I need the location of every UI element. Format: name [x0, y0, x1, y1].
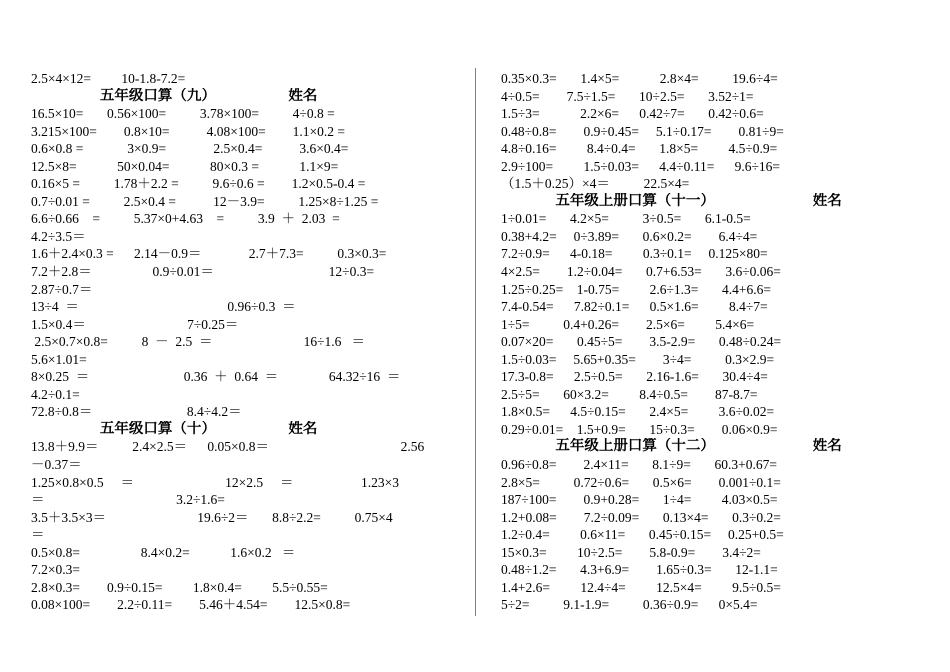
problem-line: －0.37＝ — [31, 457, 82, 473]
problem-line: 2.8×0.3= 0.9÷0.15= 1.8×0.4= 5.5÷0.55= — [31, 579, 328, 595]
problem-line: 0.5×0.8= 8.4×0.2= 1.6×0.2 ＝ — [31, 544, 296, 560]
problem-line: 1÷0.01= 4.2×5= 3÷0.5= 6.1-0.5= — [501, 211, 751, 227]
problem-line: 0.48÷0.8= 0.9÷0.45= 5.1÷0.17= 0.81÷9= — [501, 123, 784, 139]
problem-line: 0.35×0.3= 1.4×5= 2.8×4= 19.6÷4= — [501, 71, 778, 86]
problem-line: 12.5×8= 50×0.04= 80×0.3 = 1.1×9= — [31, 158, 339, 174]
problem-line: 7.4-0.54= 7.82÷0.1= 0.5×1.6= 8.4÷7= — [501, 299, 768, 315]
problem-line: 0.38+4.2= 0÷3.89= 0.6×0.2= 6.4÷4= — [501, 228, 758, 244]
problem-line: 5.6×1.01= — [31, 351, 87, 367]
section-heading: 五年级上册口算（十一） 姓名 — [501, 192, 842, 209]
problem-line: 4.2÷0.1= — [31, 386, 80, 402]
problem-line: 2.9÷100= 1.5÷0.03= 4.4÷0.11= 9.6÷16= — [501, 158, 780, 174]
problem-line: 1÷5= 0.4+0.26= 2.5×6= 5.4×6= — [501, 316, 755, 332]
problem-line: 7.2＋2.8＝ 0.9÷0.01＝ 12÷0.3= — [31, 264, 375, 280]
problem-line: 6.6÷0.66 = 5.37×0+4.63 = 3.9 ＋ 2.03 = — [31, 211, 340, 227]
problem-line: ＝ 3.2÷1.6= — [31, 492, 225, 508]
problem-line: 0.16×5 = 1.78＋2.2 = 9.6÷0.6 = 1.2×0.5-0.4 = — [31, 176, 366, 192]
problem-line: 17.3-0.8= 2.5÷0.5= 2.16-1.6= 30.4÷4= — [501, 369, 768, 385]
problem-line: 15×0.3= 10÷2.5= 5.8-0.9= 3.4÷2= — [501, 544, 761, 560]
problem-line: 2.87÷0.7＝ — [31, 281, 93, 297]
problem-line: 0.96÷0.8= 2.4×11= 8.1÷9= 60.3+0.67= — [501, 457, 777, 473]
problem-line: （1.5＋0.25）×4＝ 22.5×4= — [501, 176, 690, 192]
problem-line: 1.8×0.5= 4.5÷0.15= 2.4×5= 3.6÷0.02= — [501, 404, 775, 420]
problem-line: 187÷100= 0.9+0.28= 1÷4= 4.03×0.5= — [501, 492, 778, 508]
problem-line: 4.2÷3.5＝ — [31, 228, 86, 244]
problem-line: 7.2×0.3= — [31, 562, 80, 578]
problem-line: 0.6×0.8 = 3×0.9= 2.5×0.4= 3.6×0.4= — [31, 141, 349, 157]
right-worksheet-column — [501, 70, 931, 614]
problem-line: 1.25÷0.25= 1-0.75= 2.6÷1.3= 4.4+6.6= — [501, 281, 772, 297]
problem-line: 1.6＋2.4×0.3 = 2.14－0.9＝ 2.7＋7.3= 0.3×0.3= — [31, 246, 387, 262]
column-divider — [475, 68, 476, 616]
problem-line: 4÷0.5= 7.5÷1.5= 10÷2.5= 3.52÷1= — [501, 88, 754, 104]
problem-line: 2.5×0.7×0.8= 8 － 2.5 ＝ 16÷1.6 ＝ — [31, 334, 365, 350]
problem-line: 2.5×4×12= 10-1.8-7.2= — [31, 71, 186, 86]
problem-line: 16.5×10= 0.56×100= 3.78×100= 4÷0.8 = — [31, 106, 335, 122]
problem-line: 4.8÷0.16= 8.4÷0.4= 1.8×5= 4.5÷0.9= — [501, 141, 778, 157]
problem-line: 0.07×20= 0.45÷5= 3.5-2.9= 0.48÷0.24= — [501, 334, 782, 350]
problem-line: 2.8×5= 0.72÷0.6= 0.5×6= 0.001÷0.1= — [501, 474, 781, 490]
problem-line: 4×2.5= 1.2÷0.04= 0.7+6.53= 3.6÷0.06= — [501, 264, 781, 280]
section-heading: 五年级上册口算（十二） 姓名 — [501, 438, 842, 455]
problem-line: 3.215×100= 0.8×10= 4.08×100= 1.1×0.2 = — [31, 123, 346, 139]
section-heading: 五年级口算（九） 姓名 — [31, 87, 318, 104]
problem-line: 1.5×0.4＝ 7÷0.25＝ — [31, 316, 239, 332]
problem-line: 0.7÷0.01 = 2.5×0.4 = 12－3.9= 1.25×8÷1.25 = — [31, 193, 379, 209]
problem-line: 2.5÷5= 60×3.2= 8.4÷0.5= 87-8.7= — [501, 386, 758, 402]
problem-line: 1.5÷0.03= 5.65+0.35= 3÷4= 0.3×2.9= — [501, 351, 775, 367]
problem-line: 1.4+2.6= 12.4÷4= 12.5×4= 9.5÷0.5= — [501, 579, 781, 595]
left-worksheet-column — [31, 70, 456, 614]
problem-line: 7.2÷0.9= 4-0.18= 0.3÷0.1= 0.125×80= — [501, 246, 768, 262]
problem-line: 5÷2= 9.1-1.9= 0.36÷0.9= 0×5.4= — [501, 597, 758, 613]
problem-line: 13÷4 ＝ 0.96÷0.3 ＝ — [31, 299, 296, 315]
problem-line: 72.8÷0.8＝ 8.4÷4.2＝ — [31, 404, 242, 420]
problem-line: 8×0.25 ＝ 0.36 ＋ 0.64 ＝ 64.32÷16 ＝ — [31, 369, 401, 385]
problem-line: 3.5＋3.5×3＝ 19.6÷2＝ 8.8÷2.2= 0.75×4 — [31, 509, 393, 525]
problem-line: 13.8＋9.9＝ 2.4×2.5＝ 0.05×0.8＝ 2.56 — [31, 439, 425, 455]
problem-line: 0.29÷0.01= 1.5+0.9= 15÷0.3= 0.06×0.9= — [501, 421, 778, 437]
problem-line: 1.2+0.08= 7.2÷0.09= 0.13×4= 0.3÷0.2= — [501, 509, 781, 525]
section-heading: 五年级口算（十） 姓名 — [31, 420, 318, 437]
problem-line: 1.5÷3= 2.2×6= 0.42÷7= 0.42÷0.6= — [501, 106, 764, 122]
problem-line: 0.48÷1.2= 4.3+6.9= 1.65÷0.3= 12-1.1= — [501, 562, 778, 578]
problem-line: ＝ — [31, 527, 45, 543]
problem-line: 0.08×100= 2.2÷0.11= 5.46＋4.54= 12.5×0.8= — [31, 597, 351, 613]
problem-line: 1.25×0.8×0.5 ＝ 12×2.5 ＝ 1.23×3 — [31, 474, 399, 490]
problem-line: 1.2÷0.4= 0.6×11= 0.45÷0.15= 0.25+0.5= — [501, 527, 784, 543]
